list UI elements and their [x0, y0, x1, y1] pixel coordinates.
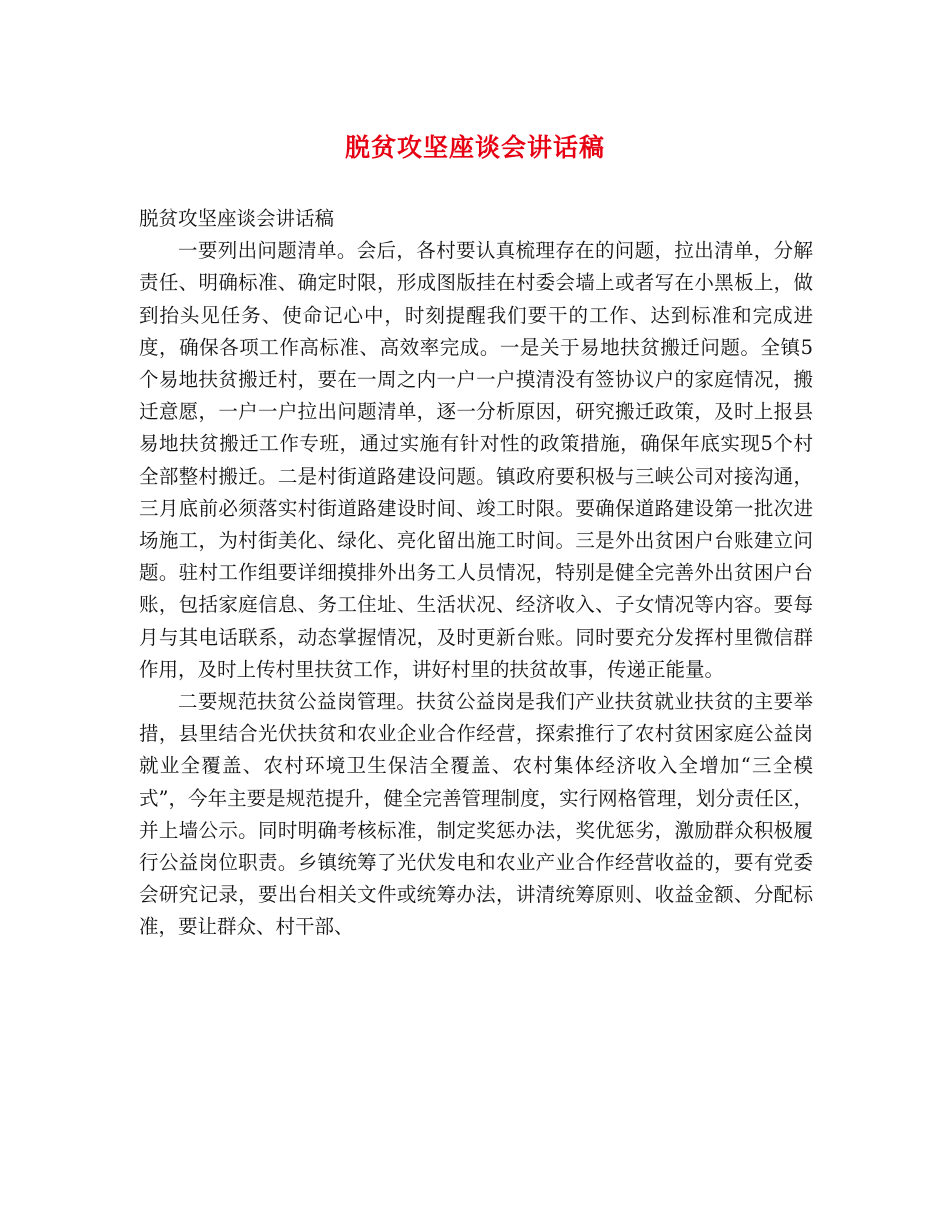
paragraph: 一要列出问题清单。会后，各村要认真梳理存在的问题，拉出清单，分解责任、明确标准、确定时限，形成图版挂在村委会墙上或者写在小黑板上，做到抬头见任务、使命记心中，时刻提醒我们要干的工作、达到标准和完成进度，确保各项工作高标准、高效率完成。一是关于易地扶贫搬迁问题。全镇5个易地扶贫搬迁村，要在一周之内一户一户摸清没有签协议户的家庭情况，搬迁意愿，一户一户拉出问题清单，逐一分析原因，研究搬迁政策，及时上报县易地扶贫搬迁工作专班，通过实施有针对性的政策措施，确保年底实现5个村全部整村搬迁。二是村街道路建设问题。镇政府要积极与三峡公司对接沟通，三月底前必须落实村街道路建设时间、竣工时限。要确保道路建设第一批次进场施工，为村街美化、绿化、亮化留出施工时间。三是外出贫困户台账建立问题。驻村工作组要详细摸排外出务工人员情况，特别是健全完善外出贫困户台账，包括家庭信息、务工住址、生活状况、经济收入、子女情况等内容。要每月与其电话联系，动态掌握情况，及时更新台账。同时要充分发挥村里微信群作用，及时上传村里扶贫工作，讲好村里的扶贫故事，传递正能量。 [139, 239, 813, 681]
document-title: 脱贫攻坚座谈会讲话稿 [344, 133, 605, 162]
document-subtitle: 脱贫攻坚座谈会讲话稿 [139, 207, 335, 230]
document-body [139, 203, 813, 944]
paragraph: 二要规范扶贫公益岗管理。扶贫公益岗是我们产业扶贫就业扶贫的主要举措，县里结合光伏扶贫和农业企业合作经营，探索推行了农村贫困家庭公益岗就业全覆盖、农村环境卫生保洁全覆盖、农村集体经济收入全增加“三全模式”，今年主要是规范提升，健全完善管理制度，实行网格管理，划分责任区，并上墙公示。同时明确考核标准，制定奖惩办法，奖优惩劣，激励群众积极履行公益岗位职责。乡镇统筹了光伏发电和农业产业合作经营收益的，要有党委会研究记录，要出台相关文件或统筹办法，讲清统筹原则、收益金额、分配标准，要让群众、村干部、 [139, 690, 813, 939]
